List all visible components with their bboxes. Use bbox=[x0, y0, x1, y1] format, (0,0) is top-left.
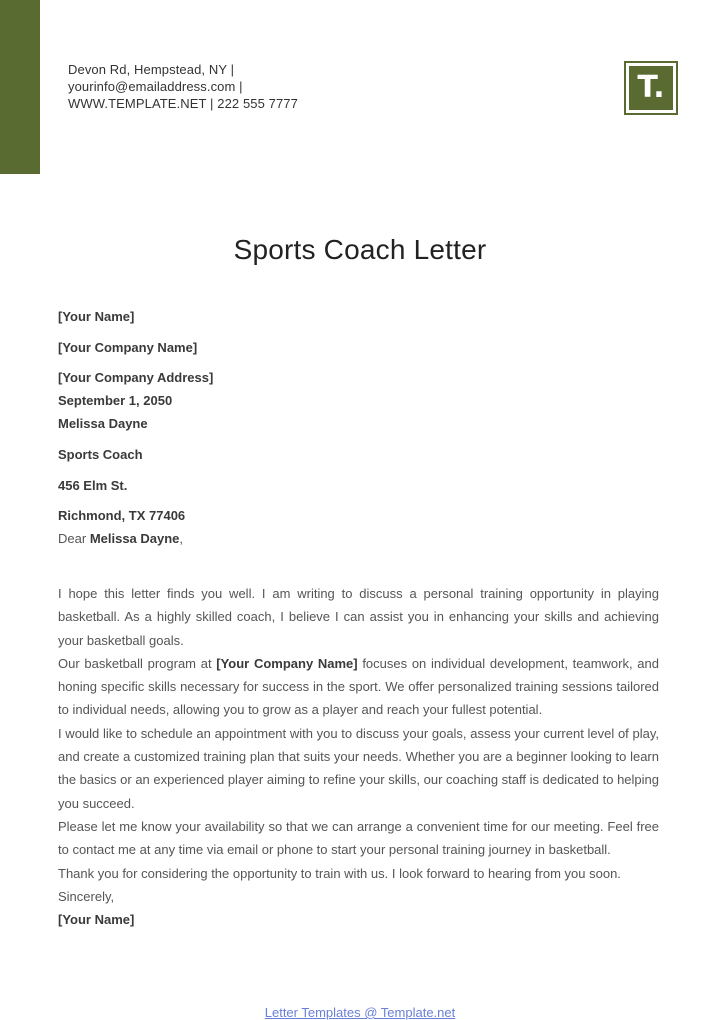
signature bbox=[58, 908, 659, 931]
letter-title: Sports Coach Letter bbox=[233, 234, 487, 265]
signature-name: [Your Name] bbox=[58, 912, 135, 928]
recipient-name: Melissa Dayne bbox=[58, 416, 148, 431]
salutation-comma: , bbox=[179, 531, 184, 546]
p2-suffix: focuses on individual development, teamwork, and honing specific skills necessary for success in the sport. We offer personalized training sessions tailored to individual needs, allowing you to grow as a player and reach your fullest potential. bbox=[58, 655, 659, 718]
body-paragraph-3: I would like to schedule an appointment with you to discuss your goals, assess your current level of play, and create a customized training plan that suits your needs. Whether you are a beginner looking to learn the basics or an experienced player aiming to refine your skills, our coaching staff is dedicated to helping you succeed. bbox=[58, 725, 659, 811]
body-paragraph-4: Please let me know your availability so that we can arrange a convenient time for our meeting. Feel free to contact me at any time via email or phone to start your personal training journey in basketball. bbox=[58, 818, 659, 858]
letter-date: September 1, 2050 bbox=[58, 393, 173, 408]
contact-web-phone: WWW.TEMPLATE.NET | 222 555 7777 bbox=[68, 96, 298, 111]
salutation-name: Melissa Dayne bbox=[89, 531, 180, 546]
template-logo bbox=[624, 61, 678, 115]
recipient-role: Sports Coach bbox=[58, 447, 143, 462]
recipient-street: 456 Elm St. bbox=[58, 478, 128, 493]
salutation bbox=[58, 531, 183, 546]
letter-body bbox=[58, 582, 659, 931]
contact-address: Devon Rd, Hempstead, NY | bbox=[68, 62, 235, 77]
body-paragraph-1: I hope this letter finds you well. I am writing to discuss a personal training opportunity in playing basketball. As a highly skilled coach, I believe I can assist you in enhancing your skills and achieving your basketball goals. bbox=[58, 586, 659, 648]
sender-company: [Your Company Name] bbox=[58, 340, 198, 355]
contact-email: yourinfo@emailaddress.com | bbox=[68, 79, 243, 94]
p2-prefix: Our basketball program at bbox=[58, 655, 212, 671]
sender-company-address: [Your Company Address] bbox=[58, 370, 214, 385]
body-paragraph-5: Thank you for considering the opportunity to train with us. I look forward to hearing from you soon. bbox=[58, 865, 621, 881]
accent-sidebar bbox=[0, 0, 40, 174]
p2-company: [Your Company Name] bbox=[216, 655, 358, 671]
salutation-prefix: Dear bbox=[58, 531, 87, 546]
sender-name: [Your Name] bbox=[58, 309, 135, 324]
body-paragraph-2 bbox=[58, 652, 659, 722]
recipient-city: Richmond, TX 77406 bbox=[58, 508, 186, 523]
closing: Sincerely, bbox=[58, 888, 115, 904]
footer bbox=[0, 1005, 720, 1020]
footer-link[interactable]: Letter Templates @ Template.net bbox=[264, 1005, 456, 1020]
logo-letter: T. bbox=[629, 66, 673, 110]
sender-contact-block bbox=[68, 61, 298, 112]
